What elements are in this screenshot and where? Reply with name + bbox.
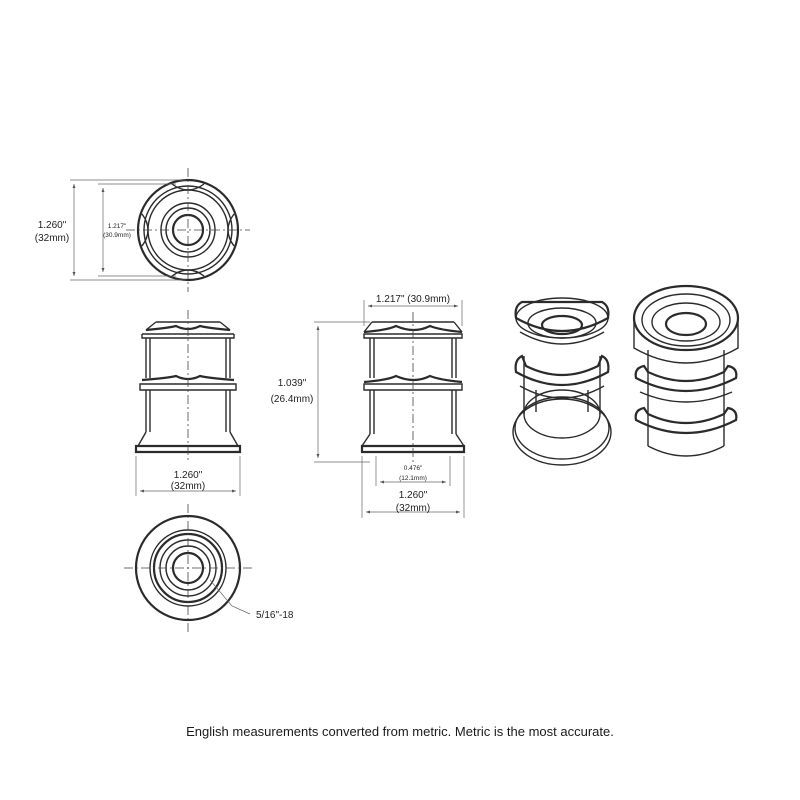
front-width-dim-mm: (32mm) bbox=[170, 481, 206, 492]
side-bore-dim-mm: (12.1mm) bbox=[399, 475, 427, 482]
side-width-dim-in: 1.260" bbox=[398, 490, 428, 501]
side-bore-dim-in: 0.476" bbox=[403, 465, 423, 472]
bottom-view bbox=[124, 504, 294, 632]
top-inner-dim-in: 1.217" bbox=[107, 223, 127, 230]
top-outer-dim-mm: (32mm) bbox=[34, 233, 70, 244]
top-inner-dim-mm: (30.9mm) bbox=[103, 232, 131, 239]
side-height-dim-mm: (26.4mm) bbox=[270, 394, 314, 405]
front-view bbox=[136, 310, 240, 496]
top-view bbox=[35, 168, 250, 292]
iso-view-left bbox=[513, 298, 611, 465]
thread-label: 5/16"-18 bbox=[256, 610, 294, 621]
footnote: English measurements converted from metric. Metric is the most accurate. bbox=[186, 724, 614, 739]
side-width-dim-mm: (32mm) bbox=[395, 503, 431, 514]
side-top-dim: 1.217" (30.9mm) bbox=[375, 294, 451, 305]
top-outer-dim-in: 1.260" bbox=[37, 220, 67, 231]
front-width-dim-in: 1.260" bbox=[173, 470, 203, 481]
iso-view-right bbox=[634, 286, 738, 456]
side-view bbox=[271, 294, 464, 518]
side-height-dim-in: 1.039" bbox=[277, 378, 307, 389]
